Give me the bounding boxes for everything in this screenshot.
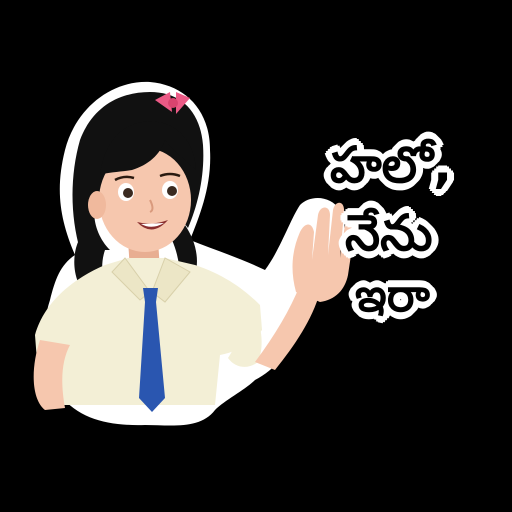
greeting-hello: హలో, bbox=[330, 136, 453, 194]
greeting-i-am: నేను bbox=[345, 204, 433, 262]
greeting-name: ఇరా bbox=[355, 268, 430, 322]
